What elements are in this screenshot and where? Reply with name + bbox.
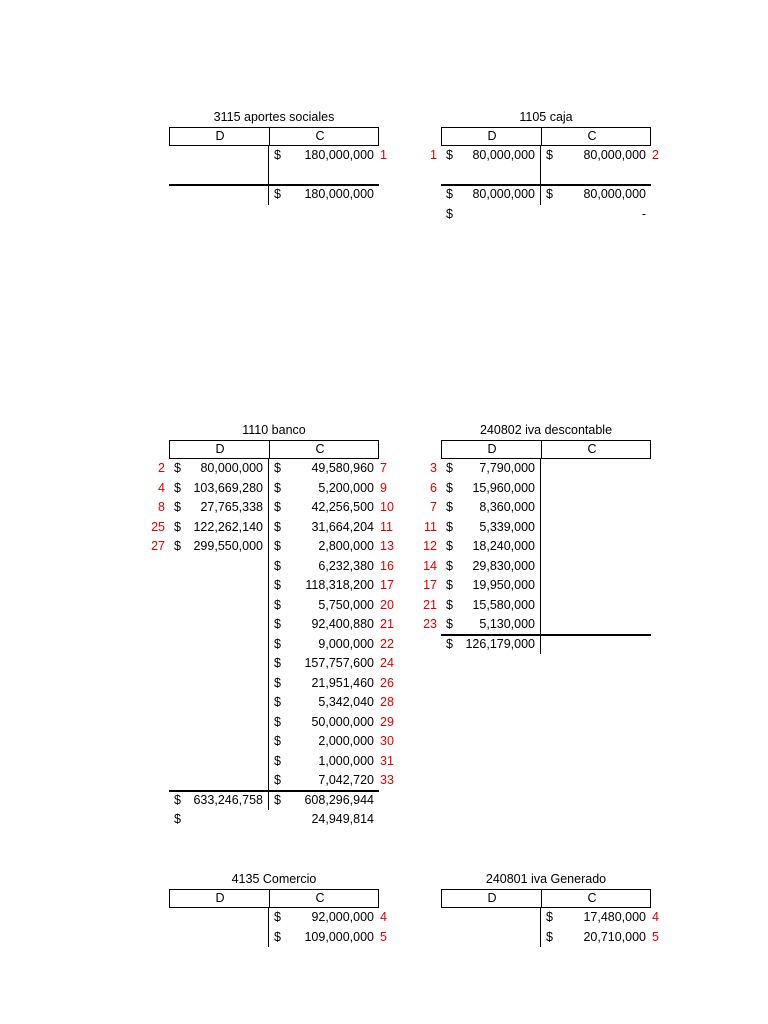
credit-amount: 49,580,960 <box>311 461 374 475</box>
ledger-entry-row <box>423 537 691 557</box>
debit-reference: 1 <box>430 148 437 162</box>
ledger-entry-row <box>169 557 419 577</box>
debit-amount: 5,339,000 <box>479 519 535 534</box>
ledger-entry-row <box>169 771 419 791</box>
balance-amount: - <box>641 206 646 221</box>
account-divider-vertical <box>540 146 541 205</box>
ledger-entry-row <box>151 518 419 538</box>
currency-symbol: $ <box>274 578 281 592</box>
ledger-entry-row <box>169 615 419 635</box>
currency-symbol: $ <box>174 812 181 826</box>
debit-reference: 3 <box>430 461 437 475</box>
ledger-entry-row <box>169 752 419 772</box>
header-divider <box>541 441 542 458</box>
credit-reference: 29 <box>380 714 394 729</box>
debit-column-label: D <box>487 891 497 905</box>
ledger-entry-row <box>169 635 419 655</box>
debit-amount: 15,960,000 <box>472 480 535 495</box>
header-divider <box>269 441 270 458</box>
credit-reference: 30 <box>380 734 394 748</box>
credit-reference: 2 <box>652 148 659 162</box>
ledger-entry-row <box>169 674 419 694</box>
debit-amount: 5,130,000 <box>479 617 535 631</box>
credit-reference: 7 <box>380 461 387 475</box>
header-divider <box>269 890 270 907</box>
ledger-entry-row <box>158 459 419 479</box>
currency-symbol: $ <box>446 597 453 612</box>
ledger-entry-row <box>423 576 691 596</box>
currency-symbol: $ <box>274 617 281 631</box>
account-title: 240801 iva Generado <box>485 872 607 886</box>
credit-reference: 1 <box>380 148 387 162</box>
credit-reference: 13 <box>380 539 394 553</box>
currency-symbol: $ <box>274 675 281 690</box>
debit-reference: 11 <box>424 519 437 534</box>
debit-column-label: D <box>215 891 225 905</box>
debit-amount: 80,000,000 <box>472 148 535 162</box>
credit-amount: 180,000,000 <box>304 187 374 201</box>
credit-column-label: C <box>587 129 597 143</box>
credit-amount: 5,342,040 <box>318 695 374 709</box>
currency-symbol: $ <box>546 929 553 944</box>
credit-amount: 109,000,000 <box>304 929 374 944</box>
currency-symbol: $ <box>446 148 453 162</box>
debit-reference: 17 <box>423 578 437 592</box>
currency-symbol: $ <box>446 578 453 592</box>
credit-reference: 10 <box>380 500 394 514</box>
account-header <box>441 889 651 908</box>
currency-symbol: $ <box>274 519 281 534</box>
ledger-entry-row <box>423 557 691 577</box>
credit-amount: 20,710,000 <box>583 929 646 944</box>
debit-reference: 27 <box>151 539 165 553</box>
debit-amount: 7,790,000 <box>479 461 535 475</box>
currency-symbol: $ <box>274 461 281 475</box>
credit-reference: 4 <box>380 910 387 924</box>
credit-amount: 17,480,000 <box>583 910 646 924</box>
ledger-entry-row <box>169 693 419 713</box>
account-header <box>441 127 651 146</box>
account-title: 240802 iva descontable <box>479 423 613 437</box>
ledger-entry-row <box>430 498 691 518</box>
account-divider-vertical <box>268 459 269 810</box>
debit-column-label: D <box>487 129 497 143</box>
credit-column-label: C <box>315 129 325 143</box>
credit-amount: 2,000,000 <box>318 734 374 748</box>
credit-reference: 22 <box>380 636 394 651</box>
ledger-entry-row <box>169 596 419 616</box>
credit-reference: 24 <box>380 656 394 670</box>
ledger-entry-row <box>151 537 419 557</box>
account-divider-vertical <box>268 146 269 205</box>
ledger-entry-row <box>169 928 419 948</box>
credit-amount: 42,256,500 <box>311 500 374 514</box>
currency-symbol: $ <box>274 539 281 553</box>
currency-symbol: $ <box>174 792 181 807</box>
currency-symbol: $ <box>274 792 281 807</box>
ledger-entry-row <box>423 615 691 635</box>
account-divider-vertical <box>540 459 541 654</box>
debit-column-label: D <box>215 129 225 143</box>
credit-reference: 11 <box>380 519 393 534</box>
currency-symbol: $ <box>274 929 281 944</box>
credit-reference: 28 <box>380 695 394 709</box>
currency-symbol: $ <box>446 519 453 534</box>
currency-symbol: $ <box>274 656 281 670</box>
account-header <box>441 440 651 459</box>
currency-symbol: $ <box>446 617 453 631</box>
ledger-entry-row <box>169 732 419 752</box>
currency-symbol: $ <box>274 910 281 924</box>
credit-amount: 21,951,460 <box>311 675 374 690</box>
credit-amount: 31,664,204 <box>311 519 374 534</box>
account-title: 1105 caja <box>519 110 573 124</box>
debit-reference: 4 <box>158 480 165 495</box>
ledger-entry-row <box>169 908 419 928</box>
credit-amount: 5,200,000 <box>318 480 374 495</box>
currency-symbol: $ <box>546 148 553 162</box>
ledger-entry-row <box>430 459 691 479</box>
debit-reference: 23 <box>423 617 437 631</box>
credit-amount: 7,042,720 <box>318 773 374 787</box>
credit-amount: 92,000,000 <box>311 910 374 924</box>
account-divider-vertical <box>540 908 541 947</box>
debit-amount: 15,580,000 <box>472 597 535 612</box>
credit-reference: 26 <box>380 675 394 690</box>
credit-amount: 50,000,000 <box>311 714 374 729</box>
header-divider <box>541 128 542 145</box>
debit-amount: 103,669,280 <box>193 480 263 495</box>
account-title: 4135 Comercio <box>231 872 317 886</box>
credit-column-label: C <box>587 891 597 905</box>
credit-amount: 5,750,000 <box>318 597 374 612</box>
currency-symbol: $ <box>274 734 281 748</box>
credit-reference: 9 <box>380 480 387 495</box>
currency-symbol: $ <box>174 480 181 495</box>
debit-reference: 6 <box>430 480 437 495</box>
ledger-entry-row <box>158 479 419 499</box>
debit-reference: 8 <box>158 500 165 514</box>
currency-symbol: $ <box>446 558 453 573</box>
currency-symbol: $ <box>174 461 181 475</box>
currency-symbol: $ <box>446 636 453 651</box>
ledger-entry-row <box>430 479 691 499</box>
ledger-balance-row <box>441 205 691 225</box>
credit-amount: 180,000,000 <box>304 148 374 162</box>
credit-reference: 31 <box>380 753 394 768</box>
credit-column-label: C <box>587 442 597 456</box>
debit-reference: 25 <box>151 519 165 534</box>
debit-reference: 2 <box>158 461 165 475</box>
ledger-total-row <box>441 185 691 205</box>
debit-amount: 8,360,000 <box>479 500 535 514</box>
debit-amount: 299,550,000 <box>193 539 263 553</box>
currency-symbol: $ <box>274 636 281 651</box>
debit-amount: 126,179,000 <box>465 636 535 651</box>
credit-amount: 9,000,000 <box>318 636 374 651</box>
account-header <box>169 889 379 908</box>
header-divider <box>541 890 542 907</box>
debit-amount: 29,830,000 <box>472 558 535 573</box>
credit-reference: 20 <box>380 597 394 612</box>
ledger-entry-row <box>169 576 419 596</box>
currency-symbol: $ <box>546 910 553 924</box>
credit-amount: 118,318,200 <box>305 578 374 592</box>
currency-symbol: $ <box>274 714 281 729</box>
debit-reference: 12 <box>423 539 437 553</box>
currency-symbol: $ <box>174 500 181 514</box>
currency-symbol: $ <box>546 187 553 201</box>
credit-amount: 157,757,600 <box>304 656 374 670</box>
debit-amount: 80,000,000 <box>200 461 263 475</box>
debit-column-label: D <box>215 442 225 456</box>
debit-amount: 27,765,338 <box>200 500 263 514</box>
credit-reference: 5 <box>380 929 387 944</box>
ledger-entry-row <box>441 908 691 928</box>
ledger-entry-row <box>169 654 419 674</box>
credit-amount: 608,296,944 <box>304 792 374 807</box>
currency-symbol: $ <box>446 539 453 553</box>
currency-symbol: $ <box>274 187 281 201</box>
credit-amount: 92,400,880 <box>311 617 374 631</box>
debit-amount: 18,240,000 <box>472 539 535 553</box>
ledger-entry-row <box>424 518 691 538</box>
currency-symbol: $ <box>274 500 281 514</box>
credit-reference: 17 <box>380 578 394 592</box>
currency-symbol: $ <box>446 187 453 201</box>
credit-reference: 21 <box>380 617 394 631</box>
credit-column-label: C <box>315 442 325 456</box>
currency-symbol: $ <box>446 500 453 514</box>
ledger-entry-row <box>169 713 419 733</box>
credit-amount: 2,800,000 <box>318 539 374 553</box>
account-title: 3115 aportes sociales <box>213 110 335 124</box>
currency-symbol: $ <box>274 597 281 612</box>
debit-amount: 80,000,000 <box>472 187 535 201</box>
ledger-entry-row <box>441 928 691 948</box>
credit-reference: 16 <box>380 558 394 573</box>
ledger-balance-row <box>169 810 419 830</box>
credit-reference: 33 <box>380 773 394 787</box>
currency-symbol: $ <box>446 461 453 475</box>
currency-symbol: $ <box>274 480 281 495</box>
account-title: 1110 banco <box>242 423 306 437</box>
debit-reference: 7 <box>430 500 437 514</box>
currency-symbol: $ <box>274 753 281 768</box>
currency-symbol: $ <box>274 148 281 162</box>
currency-symbol: $ <box>274 558 281 573</box>
account-header <box>169 440 379 459</box>
currency-symbol: $ <box>446 480 453 495</box>
debit-column-label: D <box>487 442 497 456</box>
credit-amount: 6,232,380 <box>318 558 374 573</box>
ledger-entry-row <box>423 596 691 616</box>
ledger-entry-row <box>158 498 419 518</box>
credit-reference: 5 <box>652 929 659 944</box>
currency-symbol: $ <box>174 539 181 553</box>
credit-column-label: C <box>315 891 325 905</box>
currency-symbol: $ <box>274 773 281 787</box>
credit-amount: 80,000,000 <box>583 187 646 201</box>
currency-symbol: $ <box>174 519 181 534</box>
debit-reference: 21 <box>423 597 437 612</box>
credit-reference: 4 <box>652 910 659 924</box>
ledger-entry-row <box>169 146 419 166</box>
ledger-total-row <box>441 635 691 655</box>
ledger-entry-row <box>430 146 691 166</box>
ledger-total-row <box>169 185 419 205</box>
credit-amount: 1,000,000 <box>318 753 374 768</box>
account-header <box>169 127 379 146</box>
credit-amount: 80,000,000 <box>583 148 646 162</box>
balance-amount: 24,949,814 <box>311 812 374 826</box>
currency-symbol: $ <box>274 695 281 709</box>
ledger-total-row <box>169 791 419 811</box>
debit-amount: 122,262,140 <box>193 519 263 534</box>
debit-amount: 19,950,000 <box>472 578 535 592</box>
header-divider <box>269 128 270 145</box>
currency-symbol: $ <box>446 206 453 221</box>
debit-reference: 14 <box>423 558 437 573</box>
debit-amount: 633,246,758 <box>193 792 263 807</box>
account-divider-vertical <box>268 908 269 947</box>
